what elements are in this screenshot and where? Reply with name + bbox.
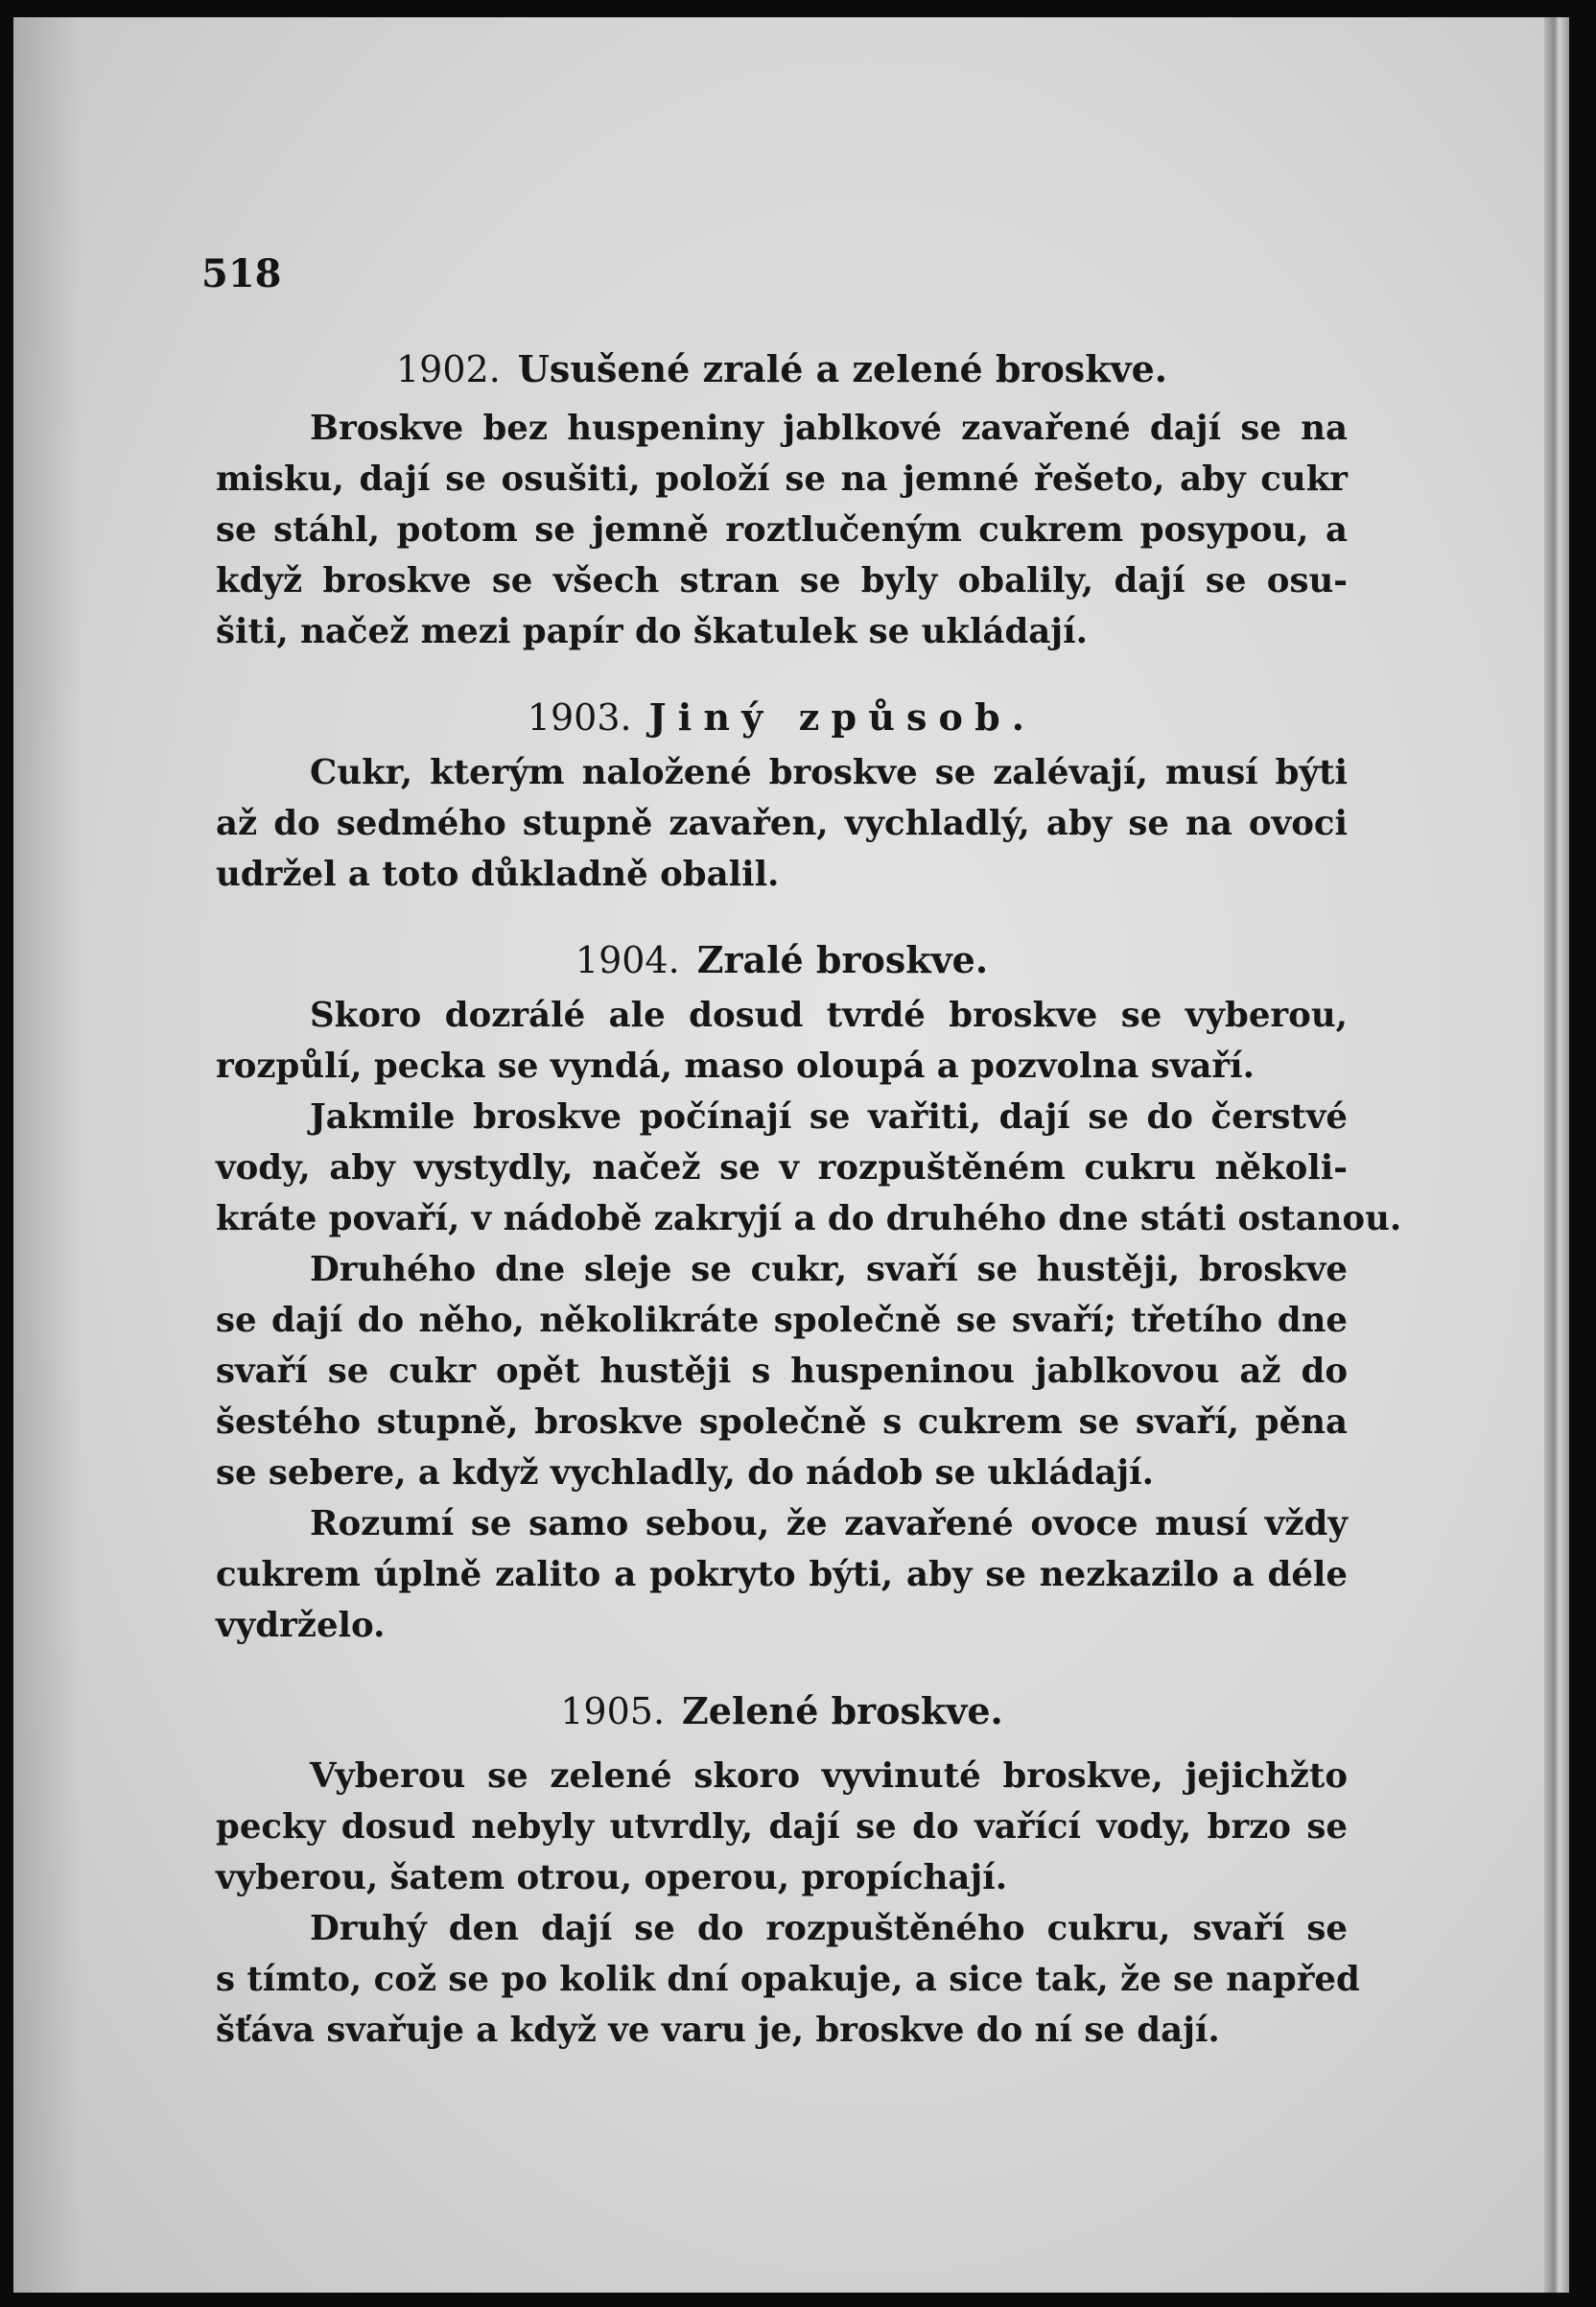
paragraph: [216, 1498, 1348, 1651]
recipe-number: 1903.: [527, 696, 632, 739]
text-line: udržel a toto důkladně obalil.: [216, 855, 780, 894]
recipe-number: 1904.: [575, 939, 680, 981]
text-line: misku, dají se osušiti, položí se na jemné řešeto, aby cukr: [216, 459, 1348, 499]
text-line: až do sedmého stupně zavařen, vychladlý, aby se na ovoci: [216, 804, 1348, 843]
page-shadow-left: [13, 17, 81, 2293]
text-line: Skoro dozrálé ale dosud tvrdé broskve se vyberou,: [310, 996, 1348, 1035]
text-line: kráte povaří, v nádobě zakryjí a do druhého dne státi ostanou.: [216, 1199, 1402, 1238]
page-number: 518: [201, 251, 282, 296]
recipe-number: 1905.: [560, 1690, 666, 1732]
text-line: Cukr, kterým naložené broskve se zalévají, musí býti: [310, 753, 1348, 792]
recipe-number: 1902.: [395, 348, 501, 390]
paragraph: [216, 1092, 1402, 1244]
text-line: vyberou, šatem otrou, operou, propíchají.: [216, 1858, 1008, 1897]
text-line: vydrželo.: [216, 1606, 386, 1645]
text-line: šestého stupně, broskve společně s cukrem se svaří, pěna: [216, 1402, 1348, 1442]
text-line: se dají do něho, několikráte společně se svaří; třetího dne: [216, 1301, 1348, 1340]
book-page: [13, 17, 1569, 2293]
paragraph: [216, 990, 1348, 1092]
text-line: cukrem úplně zalito a pokryto býti, aby se nezkazilo a déle: [216, 1555, 1348, 1594]
text-line: když broskve se všech stran se byly obalily, dají se osu-: [216, 561, 1348, 600]
text-line: Druhý den dají se do rozpuštěného cukru, svaří se: [310, 1909, 1348, 1948]
paragraph: [216, 1903, 1360, 2056]
recipe-heading-1905: [216, 1685, 1348, 1737]
recipe-title: Usušené zralé a zelené broskve.: [517, 347, 1168, 390]
paragraph: [216, 1751, 1348, 1903]
text-line: se sebere, a když vychladly, do nádob se ukládají.: [216, 1453, 1154, 1493]
recipe-title: Zralé broskve.: [696, 938, 989, 981]
text-line: Jakmile broskve počínají se vařiti, dají se do čerstvé: [310, 1097, 1348, 1137]
paragraph: [216, 403, 1348, 657]
recipe-title: Zelené broskve.: [682, 1689, 1003, 1732]
text-line: s tímto, což se po kolik dní opakuje, a sice tak, že se napřed: [216, 1960, 1360, 1999]
paragraph: [216, 747, 1348, 900]
text-line: Rozumí se samo sebou, že zavařené ovoce musí vždy: [310, 1504, 1348, 1543]
text-body: [216, 343, 1402, 2056]
text-line: Broskve bez huspeniny jablkové zavařené dají se na: [310, 409, 1348, 448]
text-line: svaří se cukr opět hustěji s huspeninou jablkovou až do: [216, 1352, 1348, 1391]
text-line: šiti, načež mezi papír do škatulek se ukládají.: [216, 612, 1088, 651]
text-line: rozpůlí, pecka se vyndá, maso oloupá a pozvolna svaří.: [216, 1047, 1255, 1086]
recipe-heading-1902: [216, 343, 1348, 395]
text-line: vody, aby vystydly, načež se v rozpuštěném cukru několi-: [216, 1148, 1348, 1188]
recipe-heading-1903: [216, 692, 1348, 743]
paragraph: [216, 1244, 1348, 1498]
recipe-heading-1904: [216, 934, 1348, 986]
text-line: pecky dosud nebyly utvrdly, dají se do vařící vody, brzo se: [216, 1807, 1348, 1847]
text-line: Vyberou se zelené skoro vyvinuté broskve, jejichžto: [310, 1756, 1348, 1796]
text-line: Druhého dne sleje se cukr, svaří se hustěji, broskve: [310, 1250, 1348, 1289]
page-edge-right: [1544, 17, 1569, 2293]
recipe-title: Jiný způsob.: [648, 695, 1037, 739]
text-line: se stáhl, potom se jemně roztlučeným cukrem posypou, a: [216, 510, 1348, 550]
text-line: šťáva svařuje a když ve varu je, broskve do ní se dají.: [216, 2011, 1220, 2050]
